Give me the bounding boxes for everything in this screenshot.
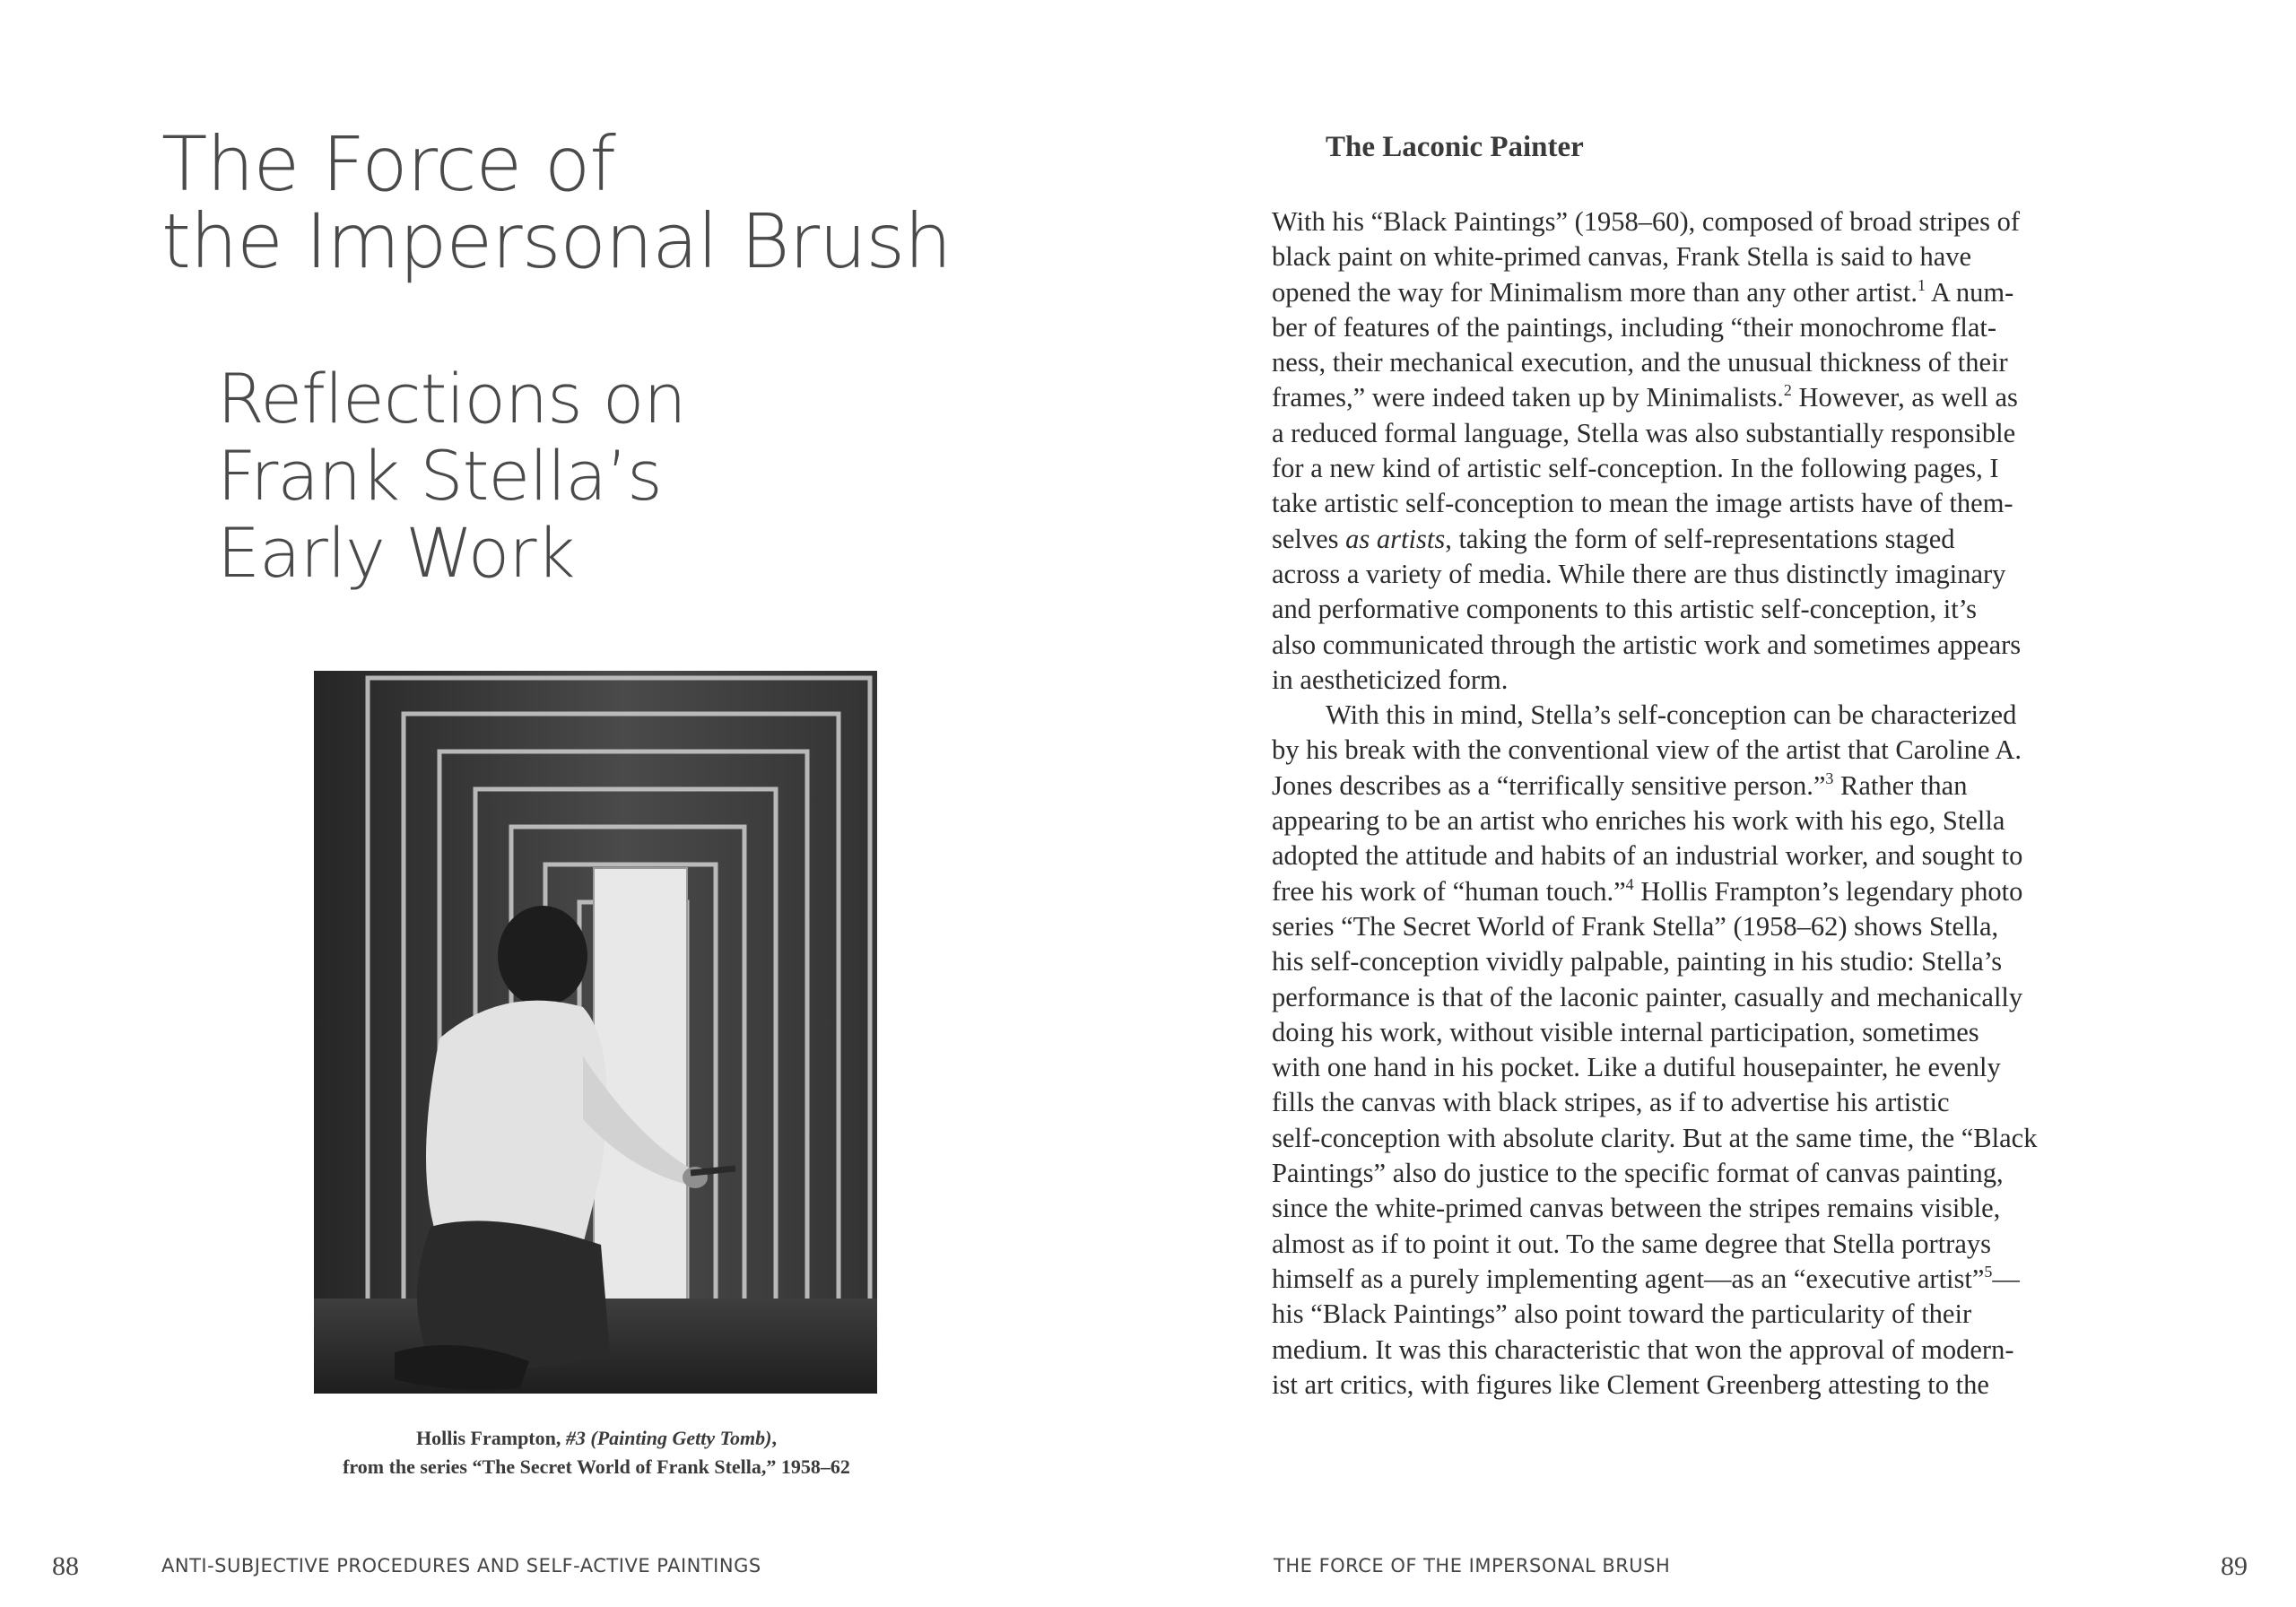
chapter-title-line-1: The Force of	[161, 120, 615, 208]
photo-caption	[269, 1424, 924, 1481]
text-line: selves as artists, taking the form of self-representations staged	[1272, 523, 1955, 554]
text-line: for a new kind of artistic self-conception. In the following pages, I	[1272, 453, 1999, 484]
footnote-ref[interactable]: 1	[1917, 275, 1926, 294]
text-line: ber of features of the paintings, including “their monochrome flat-	[1272, 311, 1996, 343]
text-line: a reduced formal language, Stella was also substantially responsible	[1272, 417, 2016, 448]
chapter-title-line-2: the Impersonal Brush	[161, 197, 952, 285]
text-line: Jones describes as a “terrifically sensitive person.”$^3$ Rather than	[1272, 769, 1968, 801]
text-line: medium. It was this characteristic that won the approval of modern-	[1272, 1333, 2014, 1365]
text-line: doing his work, without visible internal participation, sometimes	[1272, 1016, 1979, 1047]
text-line: in aestheticized form.	[1272, 664, 1509, 695]
text-line: also communicated through the artistic work and sometimes appears	[1272, 629, 2022, 660]
section-title: The Laconic Painter	[1326, 131, 1584, 163]
caption-author: Hollis Frampton,	[416, 1427, 566, 1449]
text-line: adopted the attitude and habits of an industrial worker, and sought to	[1272, 840, 2023, 872]
text-line: performance is that of the laconic painter, casually and mechanically	[1272, 981, 2023, 1012]
text-line: opened the way for Minimalism more than any other artist.$^1$ A num-	[1272, 275, 2014, 308]
page-number-right: 89	[2221, 1551, 2248, 1581]
text-line: frames,” were indeed taken up by Minimalists.$^2$ However, as well as	[1272, 381, 2018, 413]
body-text	[1272, 204, 2151, 1403]
text-line: since the white-primed canvas between the stripes remains visible,	[1272, 1193, 2001, 1224]
footnote-ref[interactable]: 4	[1625, 874, 1634, 893]
text-line: fills the canvas with black stripes, as if to advertise his artistic	[1272, 1087, 1950, 1118]
footnote-ref[interactable]: 5	[1984, 1262, 1993, 1281]
text-line: and performative components to this artistic self-conception, it’s	[1272, 594, 1978, 625]
text-line: himself as a purely implementing agent—as an “executive artist”$^5$—	[1272, 1262, 2020, 1294]
running-head-left: ANTI-SUBJECTIVE PROCEDURES AND SELF-ACTIVE PAINTINGS	[161, 1555, 761, 1577]
text-line: take artistic self-conception to mean the image artists have of them-	[1272, 488, 2013, 519]
chapter-title	[161, 120, 952, 285]
chapter-subtitle-line-2: Frank Stella’s	[217, 436, 662, 516]
text-line: by his break with the conventional view of the artist that Caroline A.	[1272, 734, 2022, 766]
right-page	[1148, 0, 2296, 1607]
chapter-subtitle-line-1: Reflections on	[217, 359, 686, 439]
text-line: almost as if to point it out. To the same degree that Stella portrays	[1272, 1228, 1991, 1259]
italic-phrase: as artists	[1345, 523, 1446, 554]
photograph-icon	[314, 671, 877, 1394]
page-number-left: 88	[52, 1551, 79, 1581]
artist-photo-image	[314, 671, 877, 1394]
text-line: black paint on white-primed canvas, Frank Stella is said to have	[1272, 241, 1972, 273]
text-line: with one hand in his pocket. Like a dutiful housepainter, he evenly	[1272, 1052, 2001, 1083]
chapter-subtitle-line-3: Early Work	[217, 513, 575, 593]
text-line: self-conception with absolute clarity. But at the same time, the “Black	[1272, 1122, 2038, 1153]
caption-work-title: #3 (Painting Getty Tomb)	[565, 1427, 772, 1449]
text-line: With his “Black Paintings” (1958–60), composed of broad stripes of	[1272, 206, 2020, 237]
caption-line-2: from the series “The Secret World of Frank Stella,” 1958–62	[343, 1455, 850, 1478]
text-line: his “Black Paintings” also point toward the particularity of their	[1272, 1299, 1972, 1330]
text-line: ness, their mechanical execution, and the unusual thickness of their	[1272, 347, 2008, 378]
text-line: his self-conception vividly palpable, painting in his studio: Stella’s	[1272, 946, 2003, 977]
text-line: Paintings” also do justice to the specific format of canvas painting,	[1272, 1158, 2004, 1189]
text-line: across a variety of media. While there are thus distinctly imaginary	[1272, 558, 2006, 589]
chapter-subtitle	[217, 360, 686, 592]
text-line: ist art critics, with figures like Clement Greenberg attesting to the	[1272, 1368, 1989, 1400]
text-line: series “The Secret World of Frank Stella” (1958–62) shows Stella,	[1272, 910, 1999, 942]
footnote-ref[interactable]: 3	[1825, 769, 1834, 787]
running-head-right: THE FORCE OF THE IMPERSONAL BRUSH	[1274, 1555, 1671, 1577]
caption-line-1	[269, 1424, 924, 1453]
footnote-ref[interactable]: 2	[1783, 381, 1792, 400]
text-line: appearing to be an artist who enriches his work with his ego, Stella	[1272, 805, 2005, 837]
text-line: With this in mind, Stella’s self-conception can be characterized	[1326, 699, 2017, 731]
caption-comma: ,	[771, 1427, 777, 1449]
text-line: free his work of “human touch.”$^4$ Hollis Frampton’s legendary photo	[1272, 874, 2023, 907]
